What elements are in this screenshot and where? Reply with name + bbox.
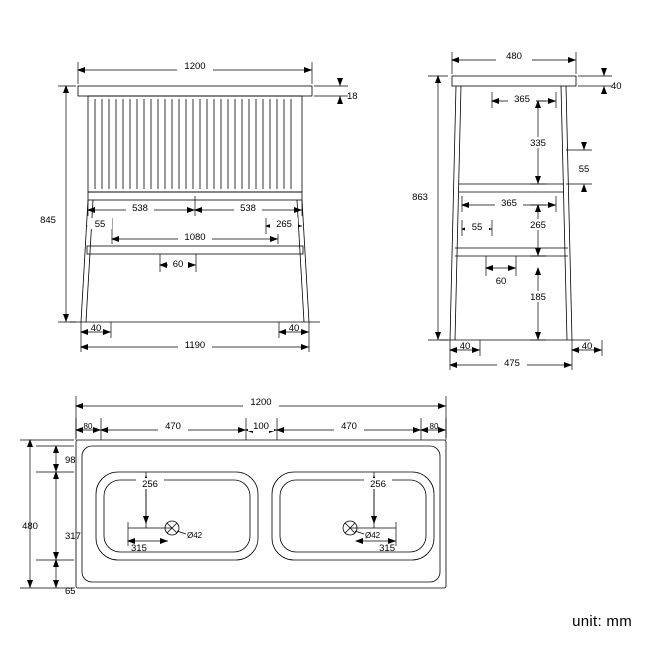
dim-top-back-edge: 65 [65,586,76,597]
dim-top-center-gap: 100 [253,421,269,432]
unit-note: unit: mm [572,613,632,630]
dim-top-width: 1200 [250,397,272,408]
dim-front-drawer-left: 538 [132,203,148,214]
dim-front-inner-width: 1080 [184,232,206,243]
dim-front-foot-right: 40 [288,323,300,334]
dim-top-basin-depth: 317 [65,531,81,542]
dim-front-gap-left: 55 [94,219,106,230]
dim-front-rail-height: 60 [172,259,184,270]
dim-top-basin-right: 470 [341,421,357,432]
dim-side-total-height: 863 [412,192,428,203]
dim-front-top-thickness: 18 [347,91,358,102]
dim-side-mid-height: 265 [530,220,546,231]
dim-side-base-depth: 475 [504,358,520,369]
dim-top-edge-left: 80 [83,422,93,431]
dim-top-tap-x-right: 315 [379,543,395,554]
dim-front-height: 845 [40,215,56,226]
dim-side-top-offset: 55 [578,164,590,175]
dim-top-tap-offset-left: 256 [142,479,158,490]
dim-front-drawer-right: 538 [240,203,256,214]
dim-side-bottom-height: 185 [530,292,546,303]
dim-hole-right: Ø42 [365,531,381,540]
dim-front-foot-left: 40 [90,323,102,334]
front-elevation-dimensions [58,62,348,352]
dim-hole-left: Ø42 [187,531,203,540]
dim-top-overall-depth: 480 [22,521,38,532]
dim-front-gap-right: 265 [276,219,292,230]
dim-top-edge-right: 80 [429,422,439,431]
dim-side-depth: 480 [506,51,522,62]
dim-side-lower-inset: 55 [471,222,483,233]
dim-side-top-thickness: 40 [611,81,622,92]
top-view-geometry [76,440,446,588]
dim-side-rail-height: 60 [495,276,507,287]
dim-side-upper-height: 335 [530,138,546,149]
dim-top-front-edge: 98 [65,455,76,466]
dim-front-base-width: 1190 [184,340,206,351]
dim-top-basin-left: 470 [165,421,181,432]
dim-side-foot-right: 40 [581,341,593,352]
dim-side-lower-depth: 365 [501,198,517,209]
dim-side-foot-left: 40 [459,341,471,352]
dim-front-width: 1200 [184,61,206,72]
dim-side-upper-depth: 365 [514,94,530,105]
dim-top-tap-x-left: 315 [131,543,147,554]
dim-top-tap-offset-right: 256 [370,479,386,490]
